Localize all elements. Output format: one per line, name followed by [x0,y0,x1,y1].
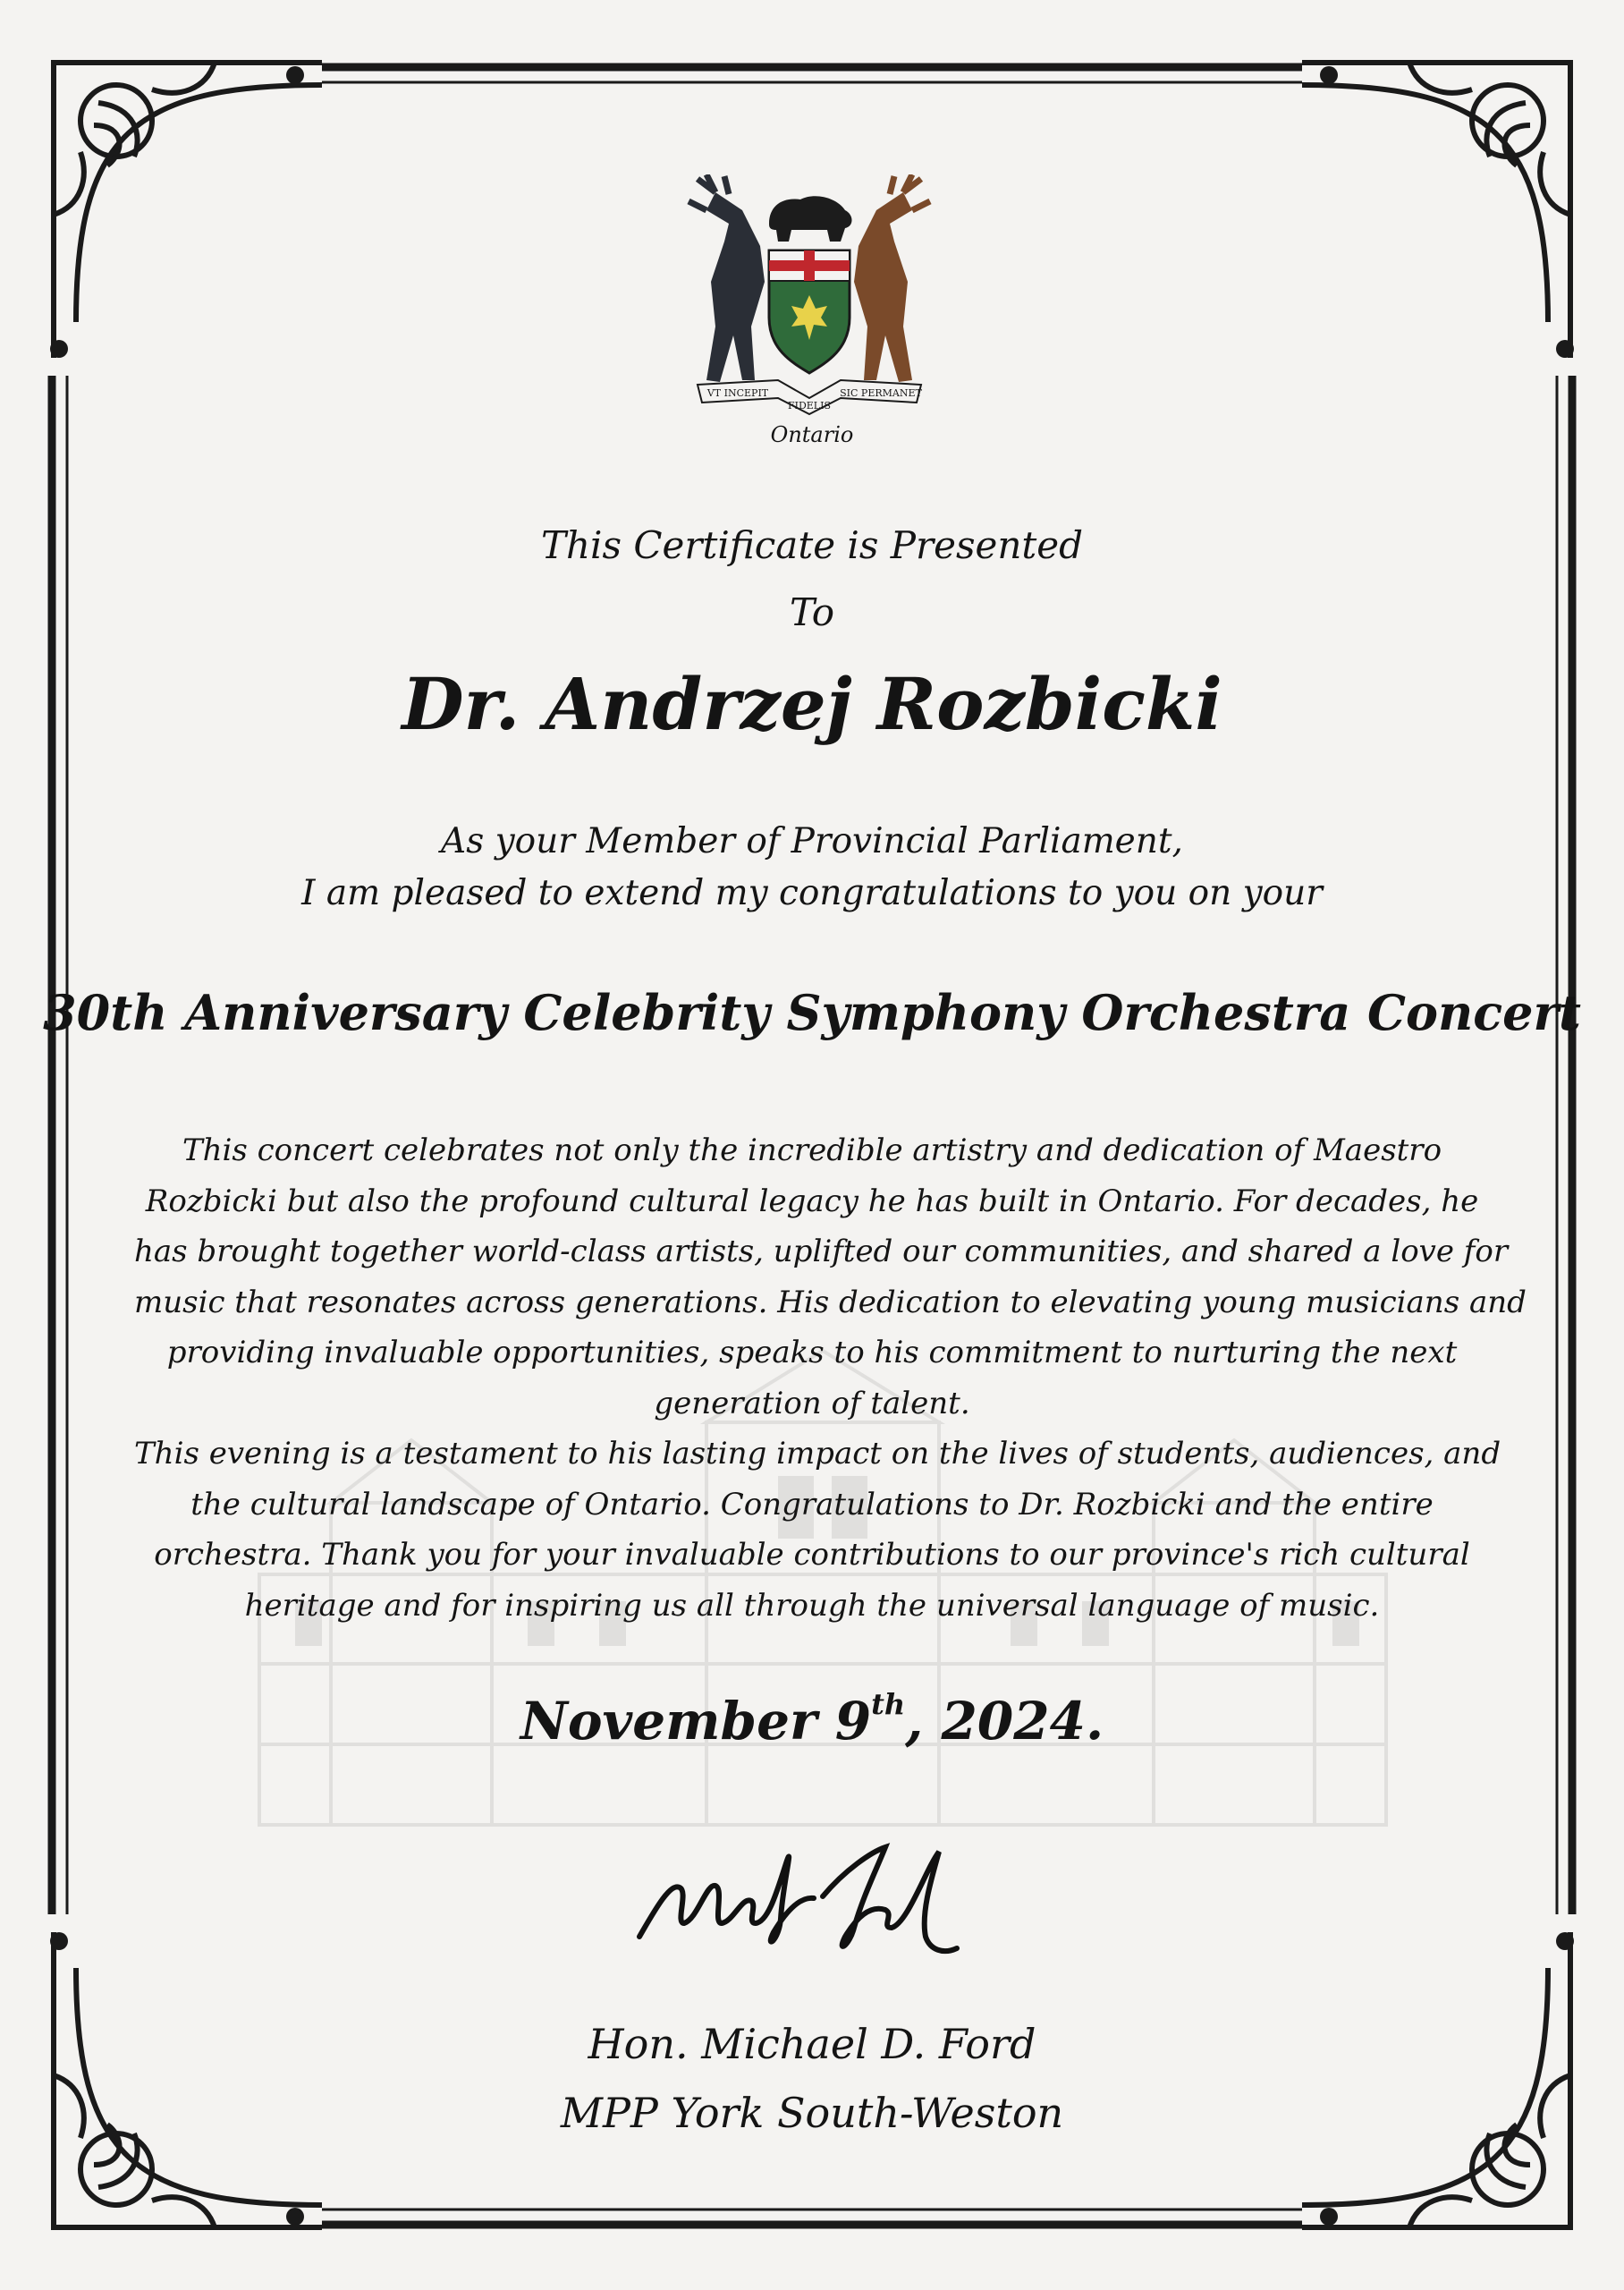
province-label: Ontario [770,422,854,447]
signature-icon [630,1834,1006,1968]
body-line: orchestra. Thank you for your invaluable contributions to our province's rich cultural [154,1537,1470,1573]
signatory-name: Hon. Michael D. Ford [588,2020,1036,2068]
motto-center: FIDELIS [787,400,832,411]
certificate-date [0,1687,1624,1751]
body-line: Rozbicki but also the profound cultural legacy he has built in Ontario. For decades, he [145,1183,1479,1219]
intro-line-1: As your Member of Provincial Parliament, [441,821,1183,861]
body-line: generation of talent. [654,1385,970,1421]
signatory-title: MPP York South-Weston [560,2089,1064,2137]
motto-right: SIC PERMANET [840,387,922,399]
body-line: has brought together world-class artists, uplifted our communities, and shared a love for [134,1234,1509,1269]
motto-left: VT INCEPIT [706,387,769,399]
to-line: To [789,590,835,634]
date-year: , 2024. [905,1691,1104,1751]
body-line: heritage and for inspiring us all through the universal language of music. [244,1587,1380,1624]
event-title: 30th Anniversary Celebrity Symphony Orchestra Concert [43,984,1581,1041]
body-line: music that resonates across generations. His dedication to elevating young musicians and [134,1284,1527,1320]
date-suffix: th [871,1687,906,1721]
body-line: This concert celebrates not only the incredible artistry and dedication of Maestro [182,1132,1442,1168]
recipient-name: Dr. Andrzej Rozbicki [402,662,1222,746]
body-line: providing invaluable opportunities, speaks to his commitment to nurturing the next [166,1335,1458,1370]
intro-line-2: I am pleased to extend my congratulations to you on your [301,873,1323,913]
body-line: This evening is a testament to his lasting impact on the lives of students, audiences, and [134,1436,1501,1472]
date-month-day: November 9 [520,1691,872,1751]
body-line: the cultural landscape of Ontario. Congratulations to Dr. Rozbicki and the entire [190,1486,1434,1522]
presented-line: This Certificate is Presented [540,523,1084,567]
certificate-body [134,1125,1527,1631]
